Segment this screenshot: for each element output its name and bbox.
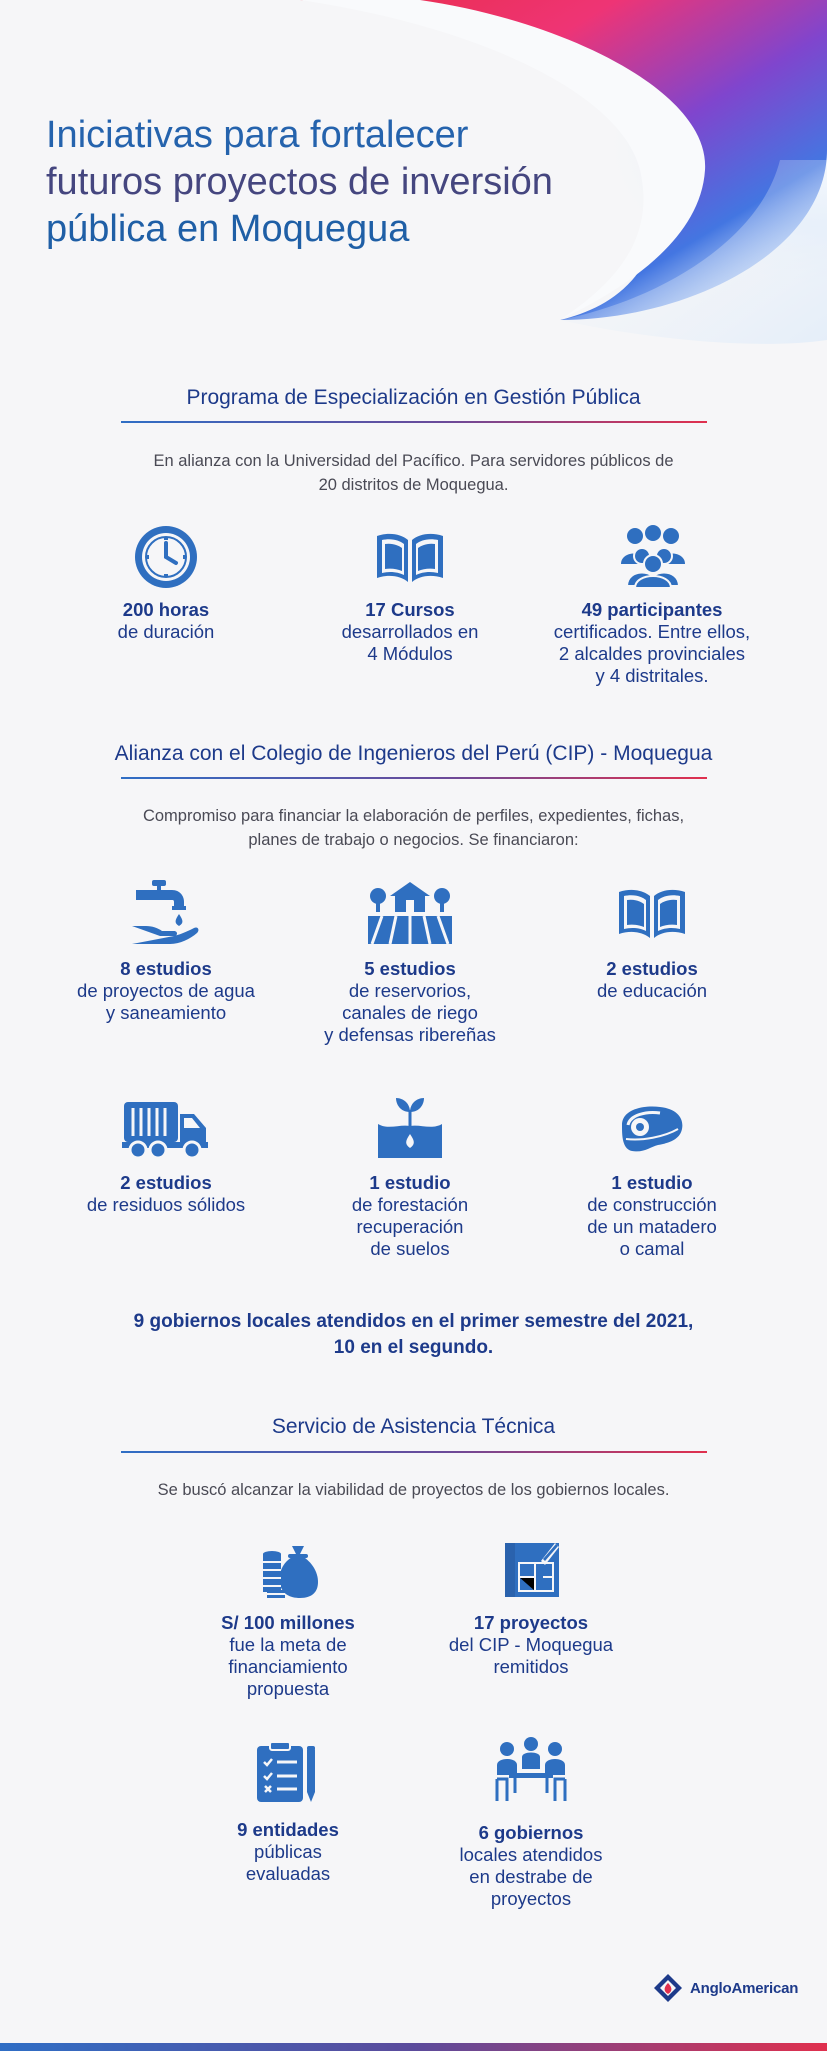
meat-icon [618, 1103, 686, 1155]
section-divider [121, 777, 707, 779]
meeting-icon [495, 1735, 567, 1803]
intro-line-1: En alianza con la Universidad del Pacífico. Para servidores públicos de [153, 452, 674, 470]
title-line-2: futuros proyectos de inversión [46, 161, 553, 203]
stat-forestacion: 1 estudio de forestación recuperación de suelos [351, 1172, 469, 1259]
intro-line-2: planes de trabajo o negocios. Se financiaron: [248, 831, 579, 849]
section-title-especializacion: Programa de Especialización en Gestión Pública [186, 386, 641, 409]
blueprint-icon [501, 1539, 563, 1601]
open-book-icon [375, 528, 445, 586]
stat-participantes: 49 participantes certificados. Entre ellos, 2 alcaldes provinciales y 4 distritales. [553, 599, 751, 686]
stat-entidades: 9 entidades públicas evaluadas [237, 1819, 339, 1884]
clock-icon [132, 523, 200, 591]
section-divider [121, 421, 707, 423]
farm-irrigation-icon [368, 880, 452, 946]
stat-residuos: 2 estudios de residuos sólidos [86, 1172, 246, 1215]
logo-text: AngloAmerican [690, 1979, 799, 1997]
stat-proyectos-cip: 17 proyectos del CIP - Moquegua remitidos [448, 1612, 614, 1677]
money-bag-icon [258, 1540, 320, 1602]
page-title [46, 112, 646, 253]
section-intro [100, 449, 727, 497]
summary-line-1: 9 gobiernos locales atendidos en el primer semestre del 2021, [133, 1311, 694, 1332]
section-title-cip: Alianza con el Colegio de Ingenieros del Perú (CIP) - Moquegua [114, 742, 713, 765]
bottom-gradient-bar [0, 2043, 827, 2051]
stat-horas: 200 horas de duración [117, 599, 215, 642]
stat-reservorios: 5 estudios de reservorios, canales de riego y defensas ribereñas [324, 958, 496, 1045]
section-title-asistencia: Servicio de Asistencia Técnica [271, 1415, 556, 1438]
open-book-icon [617, 884, 687, 942]
checklist-icon [255, 1740, 321, 1804]
summary-line-2: 10 en el segundo. [333, 1337, 494, 1358]
summary-gobiernos-locales [0, 1309, 827, 1361]
stat-educacion: 2 estudios de educación [596, 958, 708, 1001]
water-tap-icon [130, 876, 202, 946]
garbage-truck-icon [122, 1098, 210, 1160]
stat-agua: 8 estudios de proyectos de agua y saneamiento [77, 958, 255, 1023]
anglo-american-logo-icon [652, 1972, 684, 2004]
stat-matadero: 1 estudio de construcción de un matadero o camal [587, 1172, 717, 1259]
stat-cursos: 17 Cursos desarrollados en 4 Módulos [341, 599, 479, 664]
title-line-3: pública en Moquegua [46, 208, 410, 250]
intro-line-2: 20 distritos de Moquegua. [318, 476, 509, 494]
anglo-american-logo [652, 1971, 798, 2005]
stat-gobiernos: 6 gobiernos locales atendidos en destrabe de proyectos [459, 1822, 603, 1909]
stat-millones: S/ 100 millones fue la meta de financiamiento propuesta [221, 1612, 355, 1699]
intro-line-1: Compromiso para financiar la elaboración de perfiles, expedientes, fichas, [142, 807, 685, 825]
section-intro [100, 804, 727, 852]
title-line-1: Iniciativas para fortalecer [46, 114, 469, 156]
section-divider [121, 1451, 707, 1453]
seedling-icon [376, 1096, 444, 1160]
people-group-icon [617, 524, 689, 588]
section-intro: Se buscó alcanzar la viabilidad de proyectos de los gobiernos locales. [157, 1481, 670, 1499]
